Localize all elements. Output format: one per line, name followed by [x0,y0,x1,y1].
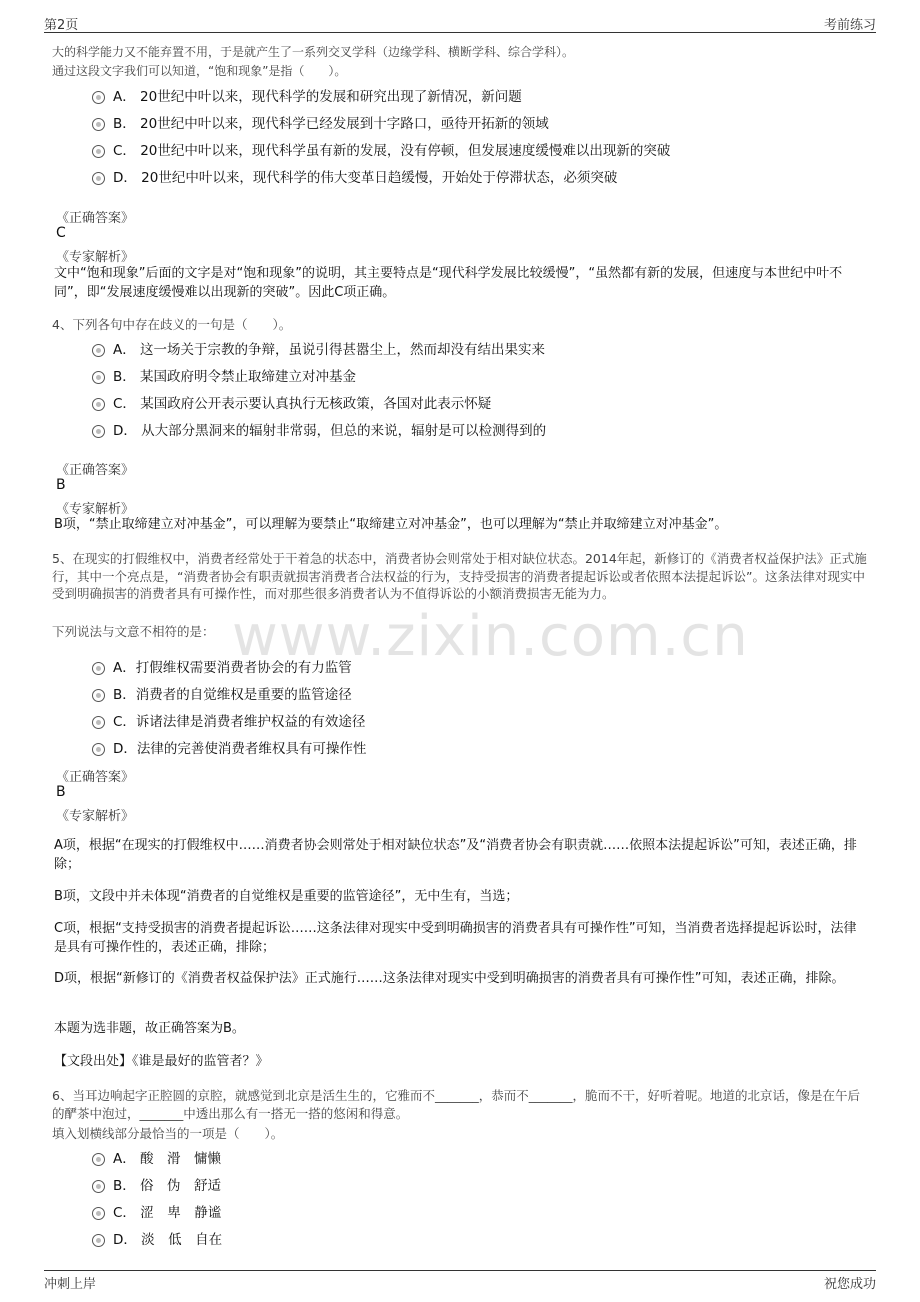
radio-icon[interactable] [92,1153,105,1166]
q5-analysis-c: C项，根据“支持受损害的消费者提起诉讼……这条法律对现实中受到明确损害的消费者具有可操作性”可知，当消费者选择提起诉讼时，法律是具有可操作性的，表述正确，排除； [54,921,857,955]
q5-stem: 5、在现实的打假维权中，消费者经常处于干着急的状态中，消费者协会则常处于相对缺位状态。2014年起，新修订的《消费者权益保护法》正式施行，其中一个亮点是，“消费者协会有职责就损害消费者合法权益的行为，支持受损害的消费者提起诉讼或者依照本法提起诉讼”。这条法律对现实中受到明确损害的消费者具有可操作性，而对那些很多消费者认为不值得诉讼的小额消费损害无能为力。 [52,551,867,601]
q6-option-b[interactable]: B． 俗 伪 舒适 [92,1174,221,1194]
page-number: 第2页 [44,18,79,33]
q6-sub: 填入划横线部分最恰当的一项是（ ）。 [52,1126,284,1141]
header-title: 考前练习 [823,18,876,33]
radio-icon[interactable] [92,743,105,756]
q4-answer-label: 《正确答案》 [56,463,135,478]
q3-analysis-label: 《专家解析》 [56,250,135,265]
q3-text-1: 大的科学能力又不能弃置不用，于是就产生了一系列交叉学科（边缘学科、横断学科、综合学科）。 [52,45,575,59]
q3-analysis: 文中“饱和现象”后面的文字是对“饱和现象”的说明，其主要特点是“现代科学发展比较缓慢”，“虽然都有新的发展，但速度与本世纪中叶不同”，即“发展速度缓慢难以出现新的突破”。因此C项正确。 [54,266,843,300]
q3-text-2: 通过这段文字我们可以知道，“饱和现象”是指（ ）。 [52,64,347,78]
q5-option-d[interactable]: D．法律的完善使消费者维权具有可操作性 [92,737,366,757]
q3-answer: C [56,225,66,241]
q5-analysis-label: 《专家解析》 [56,809,135,824]
q4-option-a[interactable]: A． 这一场关于宗教的争辩，虽说引得甚嚣尘上，然而却没有结出果实来 [92,338,545,358]
radio-icon[interactable] [92,1207,105,1220]
radio-icon[interactable] [92,689,105,702]
radio-icon[interactable] [92,662,105,675]
radio-icon[interactable] [92,91,105,104]
q4-analysis-label: 《专家解析》 [56,502,135,517]
q6-option-d[interactable]: D． 淡 低 自在 [92,1228,222,1248]
q5-analysis-b: B项，文段中并未体现“消费者的自觉维权是重要的监管途径”，无中生有，当选； [54,889,519,904]
q3-answer-label: 《正确答案》 [56,211,135,226]
page-header [44,14,876,33]
q3-option-a[interactable]: A． 20世纪中叶以来，现代科学的发展和研究出现了新情况，新问题 [92,85,522,105]
radio-icon[interactable] [92,398,105,411]
q5-analysis-d: D项，根据“新修订的《消费者权益保护法》正式施行……这条法律对现实中受到明确损害的消费者具有可操作性”可知，表述正确，排除。 [54,971,845,986]
radio-icon[interactable] [92,716,105,729]
q5-analysis-a: A项，根据“在现实的打假维权中……消费者协会则常处于相对缺位状态”及“消费者协会有职责就……依照本法提起诉讼”可知，表述正确，排除； [54,838,857,872]
q5-answer-label: 《正确答案》 [56,770,135,785]
radio-icon[interactable] [92,145,105,158]
q3-option-b[interactable]: B． 20世纪中叶以来，现代科学已经发展到十字路口，亟待开拓新的领域 [92,112,549,132]
radio-icon[interactable] [92,425,105,438]
q5-source: 【文段出处】《谁是最好的监管者？》 [54,1054,269,1069]
q4-option-d[interactable]: D． 从大部分黑洞来的辐射非常弱，但总的来说，辐射是可以检测得到的 [92,419,546,439]
q3-option-d[interactable]: D． 20世纪中叶以来，现代科学的伟大变革日趋缓慢，开始处于停滞状态，必须突破 [92,166,617,186]
radio-icon[interactable] [92,1234,105,1247]
footer-right: 祝您成功 [823,1277,876,1292]
radio-icon[interactable] [92,172,105,185]
radio-icon[interactable] [92,371,105,384]
q5-sub: 下列说法与文意不相符的是： [52,624,215,639]
q4-answer: B [56,477,66,493]
q4-analysis: B项，“禁止取缔建立对冲基金”，可以理解为要禁止“取缔建立对冲基金”，也可以理解为“禁止并取缔建立对冲基金”。 [54,517,728,532]
page-footer [44,1270,876,1291]
radio-icon[interactable] [92,118,105,131]
q4-option-b[interactable]: B． 某国政府明令禁止取缔建立对冲基金 [92,365,356,385]
q6-stem: 6、当耳边响起字正腔圆的京腔，就感觉到北京是活生生的，它雅而不_______，恭而不_______，脆而不干，好听着呢。地道的北京话，像是在午后的酽茶中泡过，_______中透出那么有一搭无一搭的悠闲和得意。 [52,1088,860,1121]
q5-answer: B [56,784,66,800]
q5-conclusion: 本题为选非题，故正确答案为B。 [54,1021,245,1036]
q5-option-c[interactable]: C．诉诸法律是消费者维护权益的有效途径 [92,710,365,730]
footer-left: 冲刺上岸 [44,1277,97,1292]
q5-option-a[interactable]: A．打假维权需要消费者协会的有力监管 [92,656,352,676]
q3-option-c[interactable]: C． 20世纪中叶以来，现代科学虽有新的发展，没有停顿，但发展速度缓慢难以出现新的突破 [92,139,670,159]
q6-option-a[interactable]: A． 酸 滑 慵懒 [92,1147,221,1167]
watermark: www.zixin.com.cn [232,604,749,669]
q5-option-b[interactable]: B．消费者的自觉维权是重要的监管途径 [92,683,352,703]
q4-stem: 4、下列各句中存在歧义的一句是（ ）。 [52,317,292,332]
radio-icon[interactable] [92,1180,105,1193]
q4-option-c[interactable]: C． 某国政府公开表示要认真执行无核政策，各国对此表示怀疑 [92,392,491,412]
q6-option-c[interactable]: C． 涩 卑 静谧 [92,1201,221,1221]
radio-icon[interactable] [92,344,105,357]
